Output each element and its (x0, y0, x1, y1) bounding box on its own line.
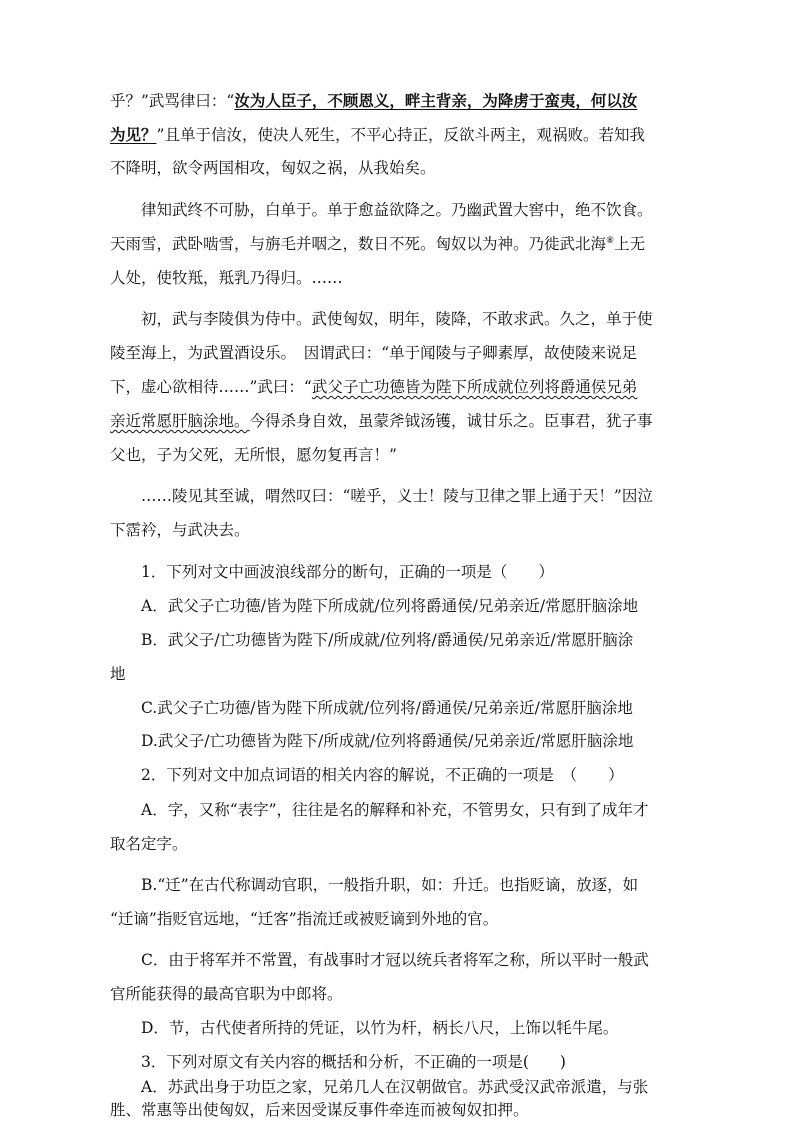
option-1a: A．武父子亡功德/皆为陛下所成就/位列将爵通侯/兄弟亲近/常愿肝脑涂地 (141, 597, 639, 615)
option-2a-cont: 取名定字。 (110, 835, 188, 853)
passage-line: 律知武终不可胁，白单于。单于愈益欲降之。乃幽武置大窖中，绝不饮食。 (141, 201, 653, 219)
underlined-text: 汝为人臣子，不顾恩义，畔主背亲，为降虏于蛮夷，何以汝 (234, 91, 638, 110)
option-2b: B.“迁”在古代称调动官职，一般指升职，如：升迁。也指贬谪，放逐，如 (141, 876, 639, 894)
option-2b-cont: “迁谪”指贬官远地，“迁客”指流迁或被贬谪到外地的官。 (110, 910, 499, 928)
passage-text: 乎？”武骂律曰：“ (110, 92, 235, 110)
option-2d: D．节，古代使者所持的凭证，以竹为杆，柄长八尺，上饰以牦牛尾。 (141, 1019, 619, 1037)
passage-line (110, 411, 653, 431)
passage-line: 陵至海上，为武置酒设乐。 因谓武曰：“单于闻陵与子卿素厚，故使陵来说足 (110, 344, 638, 362)
passage-text: ”且单于信汝，使决人死生，不平心持正，反欲斗两主，观祸败。若知我 (156, 126, 645, 144)
passage-line: 下霑衿，与武决去。 (110, 521, 250, 539)
passage-line (110, 234, 645, 254)
option-2c: C．由于将军并不常置，有战事时才冠以统兵者将军之称，所以平时一般武 (141, 951, 649, 969)
passage-text: 上无 (614, 235, 646, 253)
passage-line: 初，武与李陵俱为侍中。武使匈奴，明年，陵降，不敢求武。久之，单于使 (141, 310, 653, 328)
question-2: 2．下列对文中加点词语的相关内容的解说，不正确的一项是 （ ） (141, 766, 624, 784)
passage-text: 今得杀身自效，虽蒙斧钺汤镬，诚甘乐之。臣事君，犹子事 (249, 412, 653, 430)
option-1b-cont: 地 (110, 665, 126, 683)
passage-text: 天雨雪，武卧啮雪，与旃毛并咽之，数日不死。匈奴以为神。乃徙武北海 (110, 235, 607, 253)
wavy-underlined-text: 亲近常愿肝脑涂地。 (110, 412, 250, 430)
passage-line (110, 91, 637, 111)
option-1d: D.武父子/亡功德皆为陛下/所成就/位列将爵通侯/兄弟亲近/常愿肝脑涂地 (141, 732, 634, 750)
passage-line: 不降明，欲令两国相攻，匈奴之祸，从我始矣。 (110, 159, 436, 177)
option-2a: A．字，又称“表字”，往往是名的解释和补充，不管男女，只有到了成年才 (141, 801, 649, 819)
passage-text: 下，虚心欲相待……”武曰：“ (110, 378, 312, 396)
passage-line: 父也，子为父死，无所恨，愿勿复再言！” (110, 446, 397, 464)
question-3: 3．下列对原文有关内容的概括和分析，不正确的一项是( ) (141, 1053, 566, 1071)
option-3a: A．苏武出身于功臣之家，兄弟几人在汉朝做官。苏武受汉武帝派遣，与张 (141, 1078, 649, 1096)
footnote-marker: ⑧ (606, 235, 615, 246)
option-3a-cont: 胜、常惠等出使匈奴，后来因受谋反事件牵连而被匈奴扣押。 (110, 1101, 529, 1119)
passage-line: ……陵见其至诚，喟然叹曰：“嗟乎，义士！陵与卫律之罪上通于天！”因泣 (141, 487, 653, 505)
option-2c-cont: 官所能获得的最高官职为中郎将。 (110, 985, 343, 1003)
passage-line (110, 125, 645, 145)
question-1: 1．下列对文中画波浪线部分的断句，正确的一项是（ ） (141, 563, 554, 581)
option-1b: B．武父子/亡功德皆为陛下/所成就/位列将/爵通侯/兄弟亲近/常愿肝脑涂 (141, 631, 634, 649)
passage-line: 人处，使牧羝，羝乳乃得归。…… (110, 269, 343, 287)
underlined-text: 为见？ (110, 125, 157, 144)
passage-line (110, 377, 637, 397)
wavy-underlined-text: 武父子亡功德皆为陛下所成就位列将爵通侯兄弟 (311, 378, 638, 396)
option-1c: C.武父子亡功德/皆为陛下所成就/位列将/爵通侯/兄弟亲近/常愿肝脑涂地 (141, 699, 633, 717)
